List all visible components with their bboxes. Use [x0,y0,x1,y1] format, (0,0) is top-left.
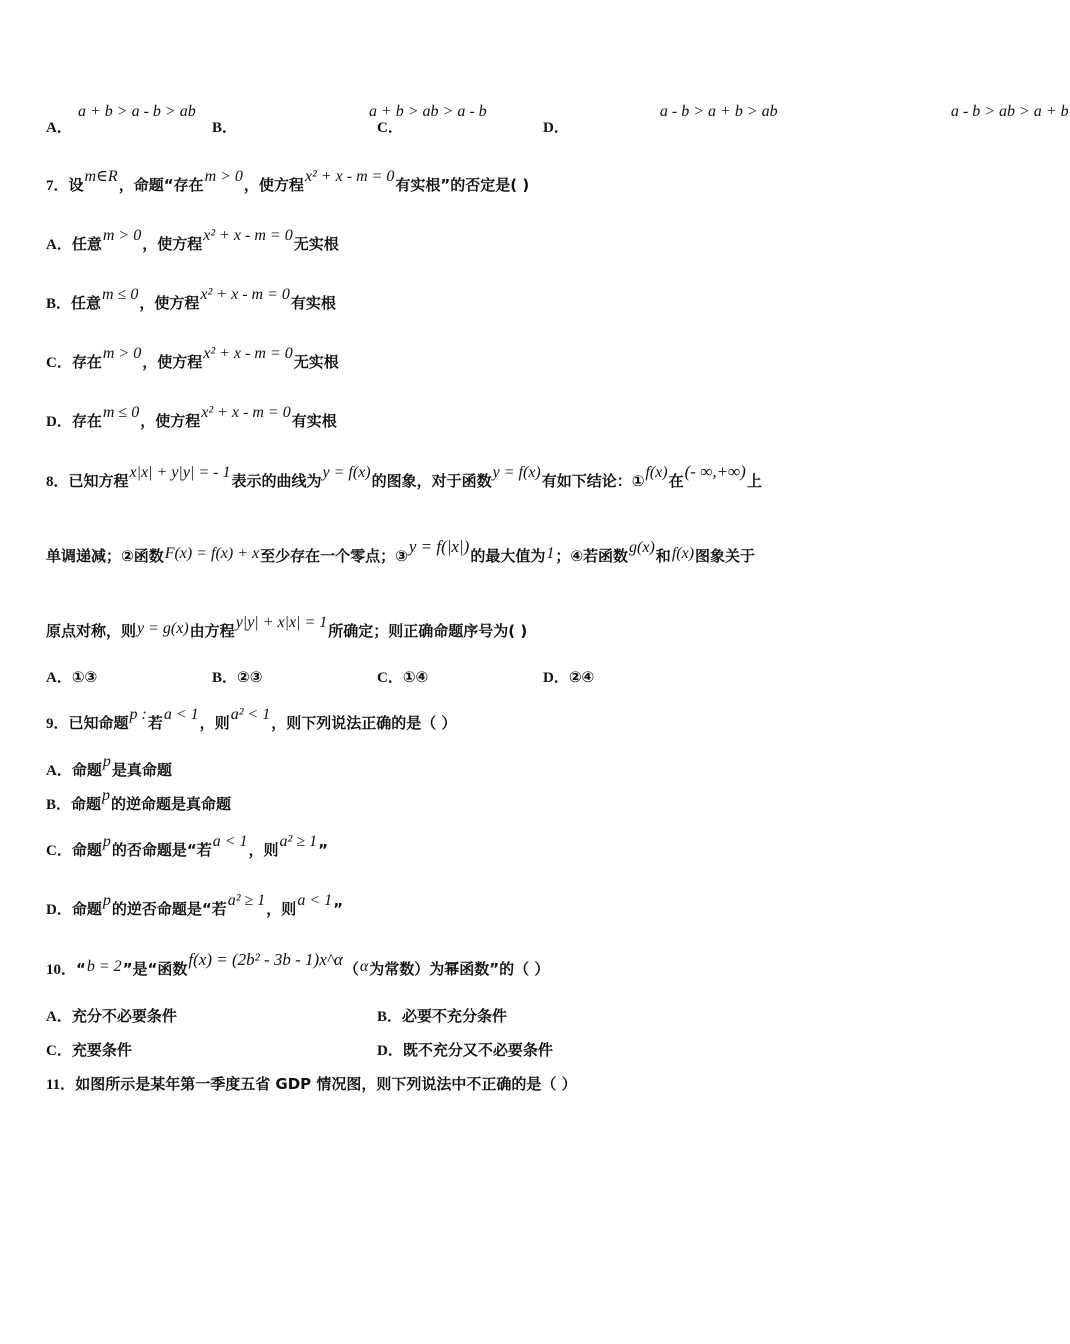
option-text: 必要不充分条件 [402,1007,508,1025]
option-text: 的逆命题是真命题 [111,795,232,813]
q9-option-b [46,787,232,814]
option-label: A． [46,763,72,779]
option-label: C． [46,355,72,371]
q9-option-d [46,892,343,919]
option-math: m > 0 [102,227,142,244]
q8-text: 已知方程 [68,472,129,490]
q8-text: ；④若函数 [555,547,629,565]
option-text: ，则 [266,900,297,918]
q8-math: F(x) = f(x) + x [164,545,260,562]
option-label: B． [212,670,238,686]
q8-text: 的图象，对于函数 [371,472,492,490]
option-text: 命题 [71,795,102,813]
q8-math: y = f(x) [322,464,371,481]
q8-math: y = g(x) [137,620,189,637]
q10-option-d [377,1039,553,1060]
q10-math: f(x) = (2b² - 3b - 1)x^α [188,950,343,969]
option-math: x² + x - m = 0 [200,286,290,303]
option-text: 既不充分又不必要条件 [402,1041,553,1059]
q10-number: 10． [46,962,77,978]
q8-stem-line-1 [46,462,762,491]
option-text: ，使方程 [142,235,203,253]
option-math: a² ≥ 1 [279,833,318,850]
q7-text-1: 设 [68,176,84,194]
q10-text: “ [76,960,86,978]
q10-math: b = 2 [86,958,122,975]
option-label: D． [46,414,72,430]
q10-option-c [46,1039,132,1060]
q10-option-b [377,1005,507,1026]
q8-text: 表示的曲线为 [231,472,322,490]
option-label: A． [46,670,72,686]
q10-text: ”是“函数 [122,960,188,978]
option-math: a² ≥ 1 [227,892,266,909]
option-label: C． [377,670,403,686]
q8-math: g(x) [629,539,655,556]
q8-text: 由方程 [189,622,235,640]
q9-stem [46,706,457,733]
q6-option-b-label: B． [212,120,238,136]
option-math: x² + x - m = 0 [201,404,291,421]
q8-math: f(x) [645,464,668,481]
q7-text-4: 有实根”的否定是( ) [395,176,530,194]
option-label: A． [46,237,72,253]
option-text: 存在 [71,353,102,371]
q8-option-b [212,666,262,687]
q8-option-c [377,666,428,687]
q7-stem [46,168,530,195]
q8-text: 单调递减；②函数 [46,547,164,565]
q6-option-a-math: a + b > a - b > ab [78,103,196,120]
q8-text: 的最大值为 [470,547,546,565]
option-label: C． [46,843,72,859]
option-text: ②④ [568,668,595,686]
q7-text-3: ，使方程 [243,176,304,194]
q8-text: 上 [746,472,762,490]
option-text: 充分不必要条件 [71,1007,177,1025]
q8-text: 原点对称，则 [46,622,137,640]
option-math: p [102,787,111,804]
option-math: m ≤ 0 [102,404,140,421]
q10-text: 为常数）为幂函数”的（ ） [369,960,550,978]
q7-option-c [46,345,339,372]
q8-math: f(x) [671,545,695,562]
option-math: p [102,753,111,770]
option-math: x² + x - m = 0 [203,345,293,362]
option-math: m ≤ 0 [102,286,139,303]
q6-option-d-math: a - b > ab > a + b [950,103,1069,120]
q8-math: y = f(|x|) [408,537,470,556]
q8-math: 1 [546,545,555,562]
q8-text: 有如下结论：① [541,472,645,490]
option-text: 无实根 [293,235,339,253]
q6-option-d-label: D． [543,120,569,136]
q8-text: 至少存在一个零点；③ [260,547,408,565]
option-math: p [102,833,111,850]
q6-options-row [0,103,1069,136]
option-math: a < 1 [297,892,333,909]
q9-math: p : [129,706,147,723]
q11-stem [46,1073,577,1094]
option-label: B． [377,1009,403,1025]
option-text: 任意 [71,294,102,312]
q7-math-3: x² + x - m = 0 [304,168,395,185]
q8-math: y|y| + x|x| = 1 [235,614,328,631]
q9-text: 已知命题 [68,714,129,732]
option-text: 的逆否命题是“若 [111,900,227,918]
option-label: C． [46,1043,72,1059]
q7-math-2: m > 0 [204,168,243,185]
q6-option-c-label: C． [377,120,403,136]
q9-text: 若 [147,714,163,732]
q7-text-2: ，命题“存在 [118,176,204,194]
q9-option-c [46,833,328,860]
q9-text: ，则 [199,714,230,732]
q10-option-a [46,1005,177,1026]
q8-stem-line-2 [46,537,756,566]
option-label: A． [46,1009,72,1025]
option-text: 有实根 [290,294,336,312]
q8-number: 8． [46,474,69,490]
option-math: x² + x - m = 0 [203,227,293,244]
q8-math: y = f(x) [492,464,541,481]
q8-math: (- ∞,+∞) [684,462,746,481]
option-text: 的否命题是“若 [111,841,212,859]
option-text: ” [318,841,328,859]
q8-text: 所确定；则正确命题序号为( ) [328,622,528,640]
q7-option-a [46,227,339,254]
q8-stem-line-3 [46,614,528,641]
option-text: 充要条件 [71,1041,132,1059]
option-text: ，则 [248,841,279,859]
q11-number: 11． [46,1077,76,1093]
q8-option-a [46,666,97,687]
q6-option-b-math: a + b > ab > a - b [368,103,487,120]
option-label: D． [46,902,72,918]
option-text: 命题 [71,761,102,779]
option-text: ②③ [237,668,263,686]
q10-math: α [359,958,369,975]
option-text: ，使方程 [139,294,200,312]
option-text: 有实根 [291,412,337,430]
option-text: ①④ [402,668,429,686]
q6-option-c-math: a - b > a + b > ab [659,103,778,120]
q11-text: 如图所示是某年第一季度五省 GDP 情况图，则下列说法中不正确的是（ ） [75,1075,577,1093]
option-text: ①③ [71,668,98,686]
q8-option-d [543,666,594,687]
option-text: ” [333,900,343,918]
option-text: ，使方程 [140,412,201,430]
option-math: m > 0 [102,345,142,362]
q8-text: 和 [655,547,671,565]
option-text: 任意 [71,235,102,253]
option-label: B． [46,296,72,312]
q7-option-d [46,404,337,431]
option-text: ，使方程 [142,353,203,371]
q9-math: a < 1 [163,706,199,723]
q9-number: 9． [46,716,69,732]
option-text: 是真命题 [111,761,172,779]
q10-stem [46,950,550,979]
q6-option-a-label: A． [46,120,72,136]
q9-math: a² < 1 [230,706,271,723]
q9-text: ，则下列说法正确的是（ ） [271,714,457,732]
option-label: D． [377,1043,403,1059]
option-label: B． [46,797,72,813]
option-text: 命题 [71,841,102,859]
option-math: p [102,892,111,909]
q8-math: x|x| + y|y| = - 1 [129,464,231,481]
q7-option-b [46,286,336,313]
option-math: a < 1 [212,833,248,850]
option-label: D． [543,670,569,686]
q7-math-1: m∈R [84,168,118,185]
option-text: 无实根 [293,353,339,371]
option-text: 命题 [71,900,102,918]
q8-text: 在 [668,472,684,490]
option-text: 存在 [71,412,102,430]
q10-text: （ [343,960,359,978]
q9-option-a [46,753,172,780]
q7-number: 7． [46,178,69,194]
q8-text: 图象关于 [695,547,756,565]
